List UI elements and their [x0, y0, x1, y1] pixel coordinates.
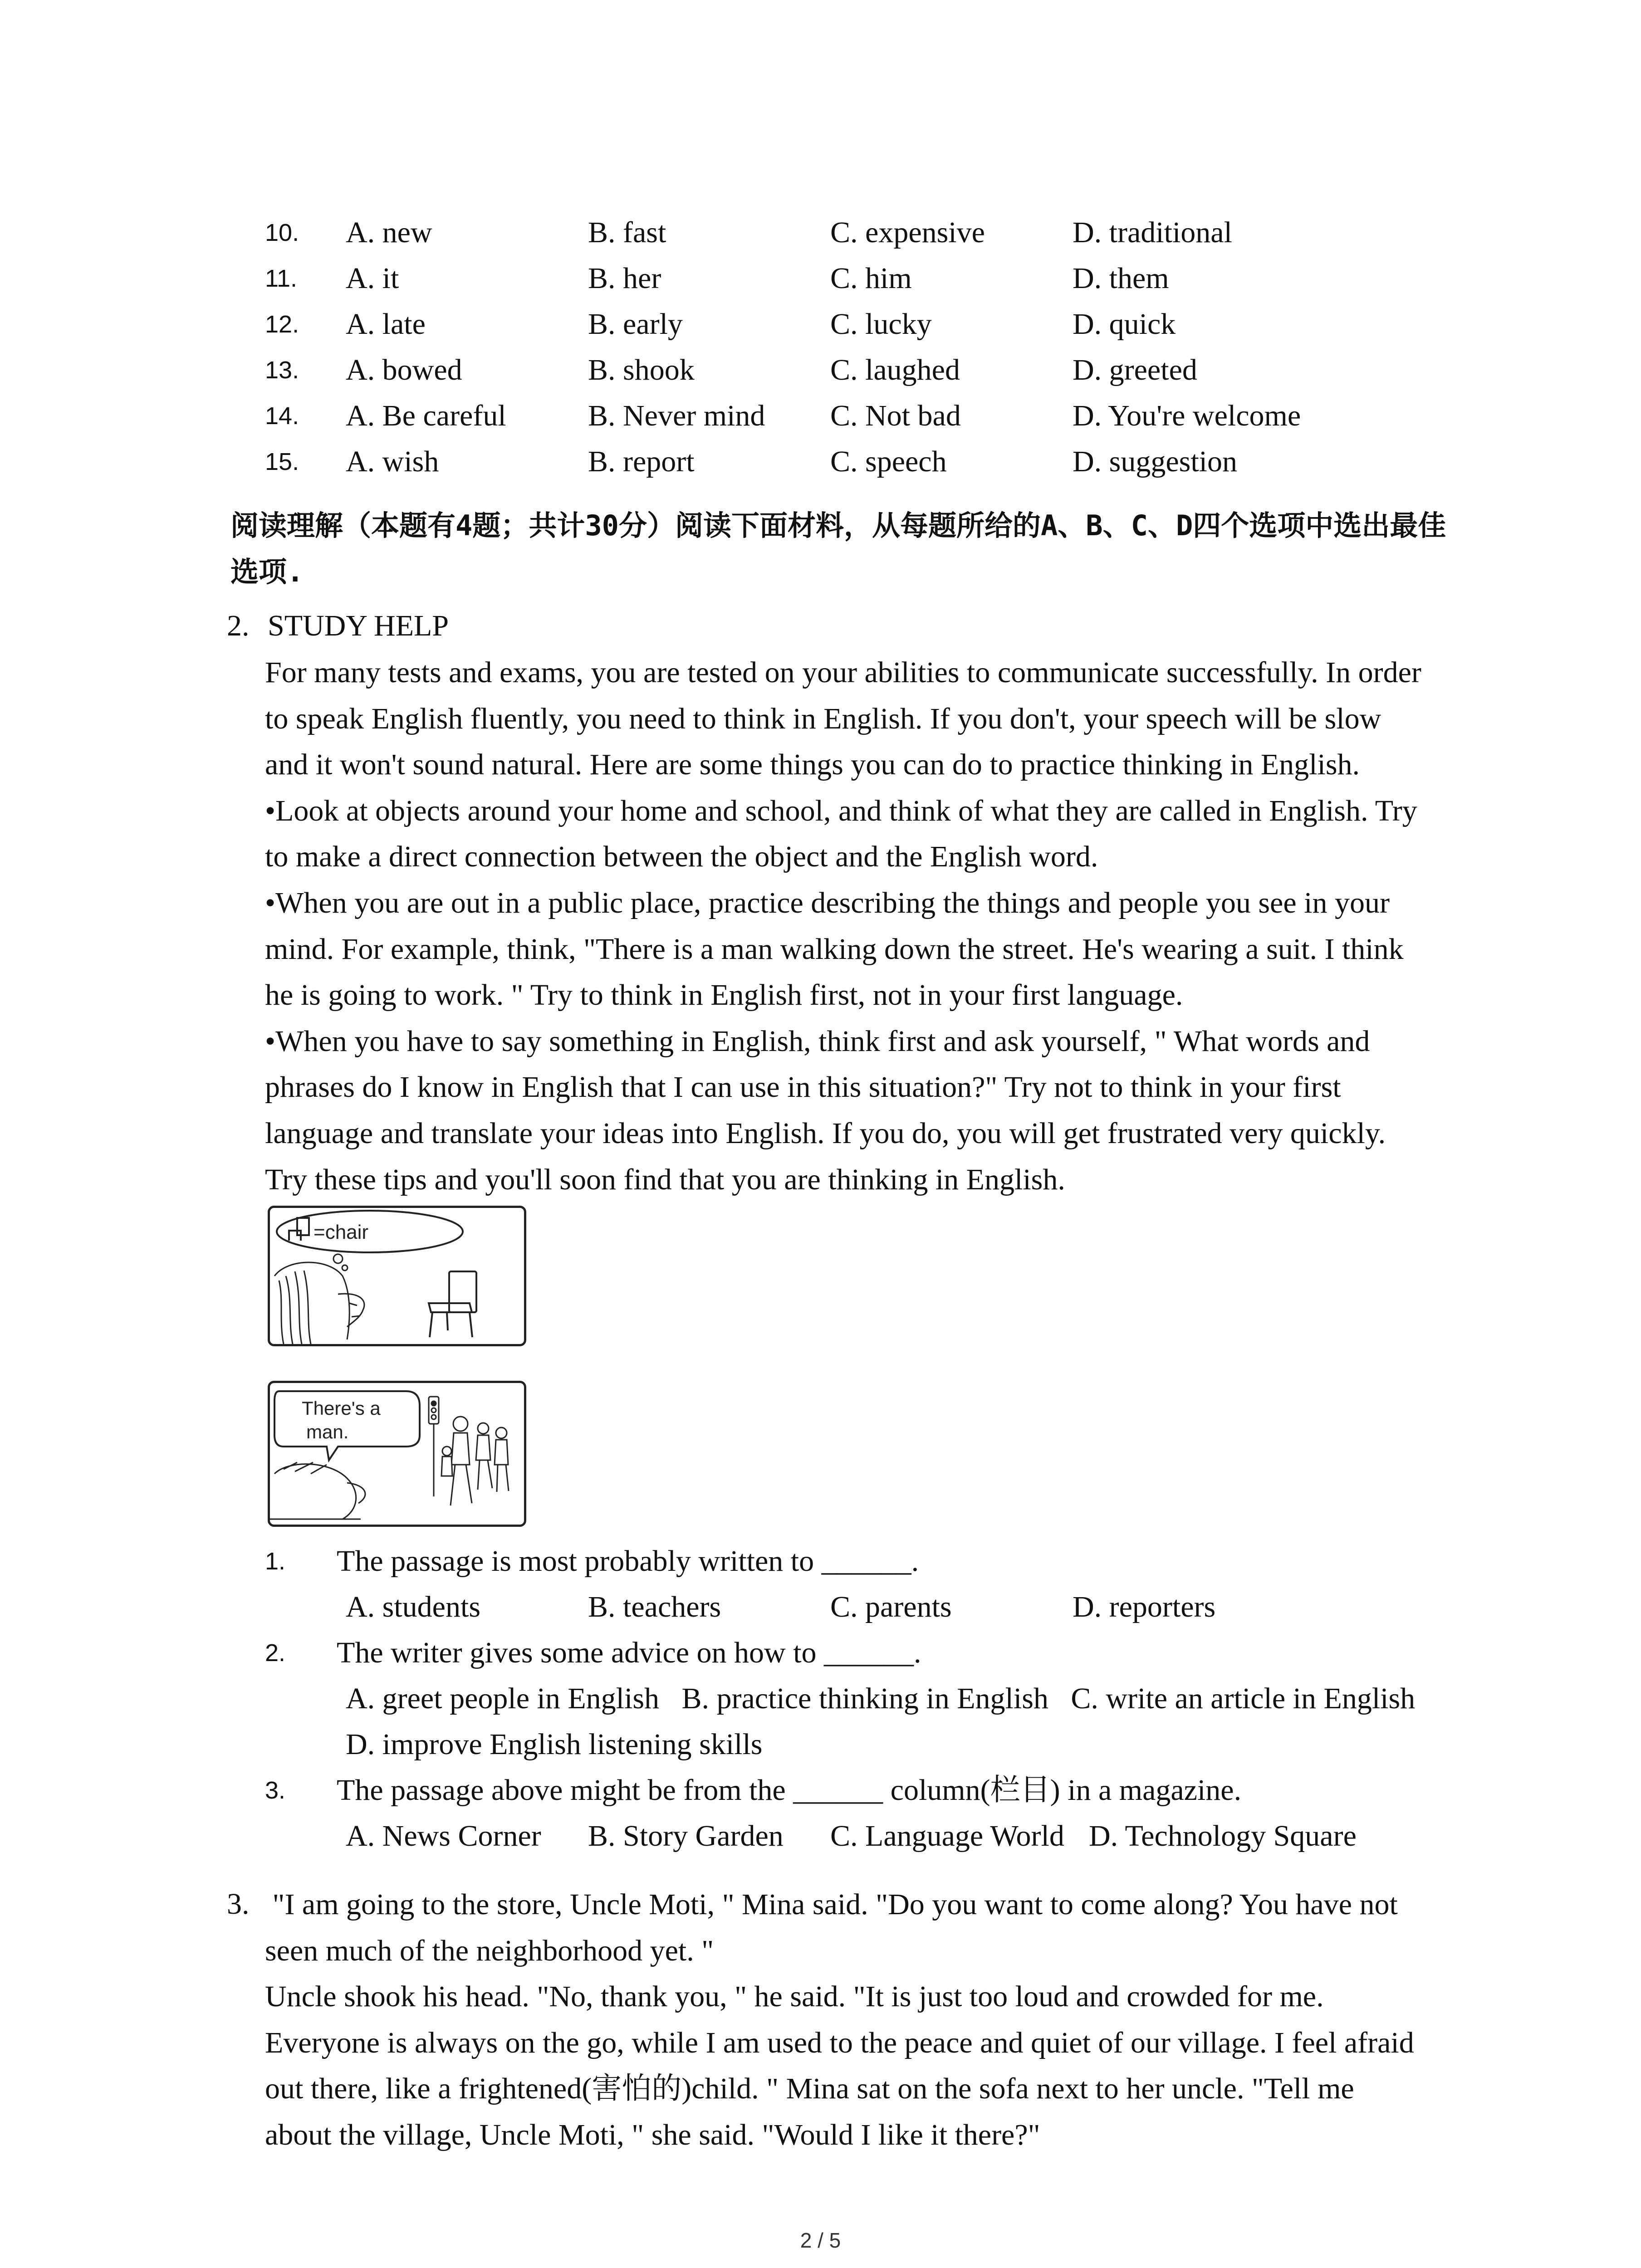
- bubble-text-line1: There's a: [302, 1398, 381, 1419]
- option-c: C. expensive: [830, 216, 985, 249]
- option-b: B. Story Garden: [588, 1819, 784, 1853]
- passage-line: •Look at objects around your home and school, and think of what they are called in English. Try: [265, 794, 1417, 827]
- option-b: B. shook: [588, 353, 695, 386]
- passage-line: Everyone is always on the go, while I am used to the peace and quiet of our village. I feel afraid: [265, 2026, 1414, 2059]
- option-d: D. Technology Square: [1089, 1819, 1357, 1853]
- sub-question-stem: The passage above might be from the ______ column(栏目) in a magazine.: [337, 1774, 1242, 1807]
- option-d: D. quick: [1073, 308, 1176, 341]
- bubble-text: =chair: [314, 1221, 369, 1243]
- bubble-text-line2: man.: [306, 1421, 349, 1442]
- page-number: 2 / 5: [800, 2229, 841, 2252]
- option-a: A. late: [346, 308, 426, 341]
- option-b: B. fast: [588, 216, 666, 249]
- option-c: C. lucky: [830, 308, 932, 341]
- option-b: B. teachers: [588, 1590, 721, 1623]
- passage-line: to speak English fluently, you need to think in English. If you don't, your speech will be slow: [265, 702, 1381, 735]
- option-c: C. Not bad: [830, 399, 961, 432]
- sub-question-options-line1: A. greet people in English B. practice thinking in English C. write an article in English: [346, 1682, 1416, 1715]
- illustration-chair: [268, 1206, 526, 1346]
- question-2-label: [227, 603, 449, 649]
- option-b: B. her: [588, 262, 661, 295]
- passage-line: seen much of the neighborhood yet. ": [265, 1934, 714, 1967]
- option-d: D. them: [1073, 262, 1169, 295]
- passage-line: he is going to work. " Try to think in English first, not in your first language.: [265, 978, 1183, 1012]
- option-c: C. Language World: [830, 1819, 1064, 1853]
- option-d: D. suggestion: [1073, 445, 1237, 478]
- sub-question-number: 3.: [265, 1777, 286, 1804]
- sub-question-stem: The writer gives some advice on how to ______.: [337, 1636, 921, 1669]
- traffic-light-icon: [429, 1397, 439, 1496]
- passage-line: For many tests and exams, you are tested on your abilities to communicate successfully. In order: [265, 656, 1421, 689]
- option-a: A. News Corner: [346, 1819, 541, 1853]
- option-b: B. report: [588, 445, 695, 478]
- option-a: A. Be careful: [346, 399, 506, 432]
- option-a: A. students: [346, 1590, 480, 1623]
- walking-people: [441, 1417, 509, 1505]
- option-b: B. early: [588, 308, 683, 341]
- question-3-number: 3.: [227, 1887, 250, 1921]
- sub-question-number: 2.: [265, 1639, 286, 1667]
- option-a: A. bowed: [346, 353, 462, 386]
- question-number: 10.: [265, 219, 299, 246]
- passage-line: •When you are out in a public place, practice describing the things and people you see in your: [265, 886, 1390, 919]
- passage-line: mind. For example, think, "There is a man walking down the street. He's wearing a suit. I think: [265, 932, 1404, 966]
- passage-line: Uncle shook his head. "No, thank you, " he said. "It is just too loud and crowded for me.: [265, 1980, 1324, 2014]
- sub-question-stem: The passage is most probably written to ______.: [337, 1545, 919, 1578]
- passage-line: language and translate your ideas into English. If you do, you will get frustrated very quickly.: [265, 1116, 1386, 1150]
- option-a: A. new: [346, 216, 432, 249]
- option-c: C. laughed: [830, 353, 960, 386]
- passage-line: to make a direct connection between the object and the English word.: [265, 840, 1098, 874]
- question-number: 11.: [265, 265, 298, 292]
- option-c: C. him: [830, 262, 912, 295]
- chair-drawing: [429, 1271, 476, 1337]
- question-number: 15.: [265, 448, 299, 475]
- illustration-street: [268, 1381, 526, 1527]
- question-3-passage: [265, 1882, 1454, 2158]
- option-d: D. greeted: [1073, 353, 1197, 386]
- street-illustration-svg: [270, 1383, 524, 1525]
- option-d: D. traditional: [1073, 216, 1232, 249]
- passage-body: [265, 650, 1454, 1202]
- sub-question-options-line2: D. improve English listening skills: [346, 1728, 763, 1761]
- passage-line: Try these tips and you'll soon find that you are thinking in English.: [265, 1163, 1065, 1196]
- passage-line: about the village, Uncle Moti, " she said. "Would I like it there?": [265, 2118, 1040, 2151]
- option-a: A. it: [346, 262, 399, 295]
- option-b: B. Never mind: [588, 399, 765, 432]
- chair-illustration-svg: [270, 1208, 524, 1344]
- option-a: A. wish: [346, 445, 439, 478]
- passage-line: "I am going to the store, Uncle Moti, " Mina said. "Do you want to come along? You have not: [265, 1888, 1398, 1921]
- passage-line: phrases do I know in English that I can use in this situation?" Try not to think in your first: [265, 1070, 1341, 1104]
- question-title: STUDY HELP: [268, 609, 449, 642]
- question-number: 14.: [265, 402, 299, 430]
- question-number: 13.: [265, 357, 299, 384]
- section-header: 阅读理解（本题有4题；共计30分）阅读下面材料，从每题所给的A、B、C、D四个选项中选出最佳选项.: [230, 509, 1446, 588]
- option-d: D. You're welcome: [1073, 399, 1301, 432]
- sub-question-number: 1.: [265, 1548, 286, 1575]
- passage-line: and it won't sound natural. Here are some things you can do to practice thinking in English.: [265, 748, 1360, 782]
- option-c: C. speech: [830, 445, 947, 478]
- option-c: C. parents: [830, 1590, 952, 1623]
- question-number: 12.: [265, 311, 299, 338]
- question-number: 2.: [227, 609, 250, 642]
- passage-line: out there, like a frightened(害怕的)child. " Mina sat on the sofa next to her uncle. "Tell me: [265, 2072, 1354, 2106]
- passage-line: •When you have to say something in English, think first and ask yourself, " What words and: [265, 1024, 1370, 1058]
- option-d: D. reporters: [1073, 1590, 1216, 1623]
